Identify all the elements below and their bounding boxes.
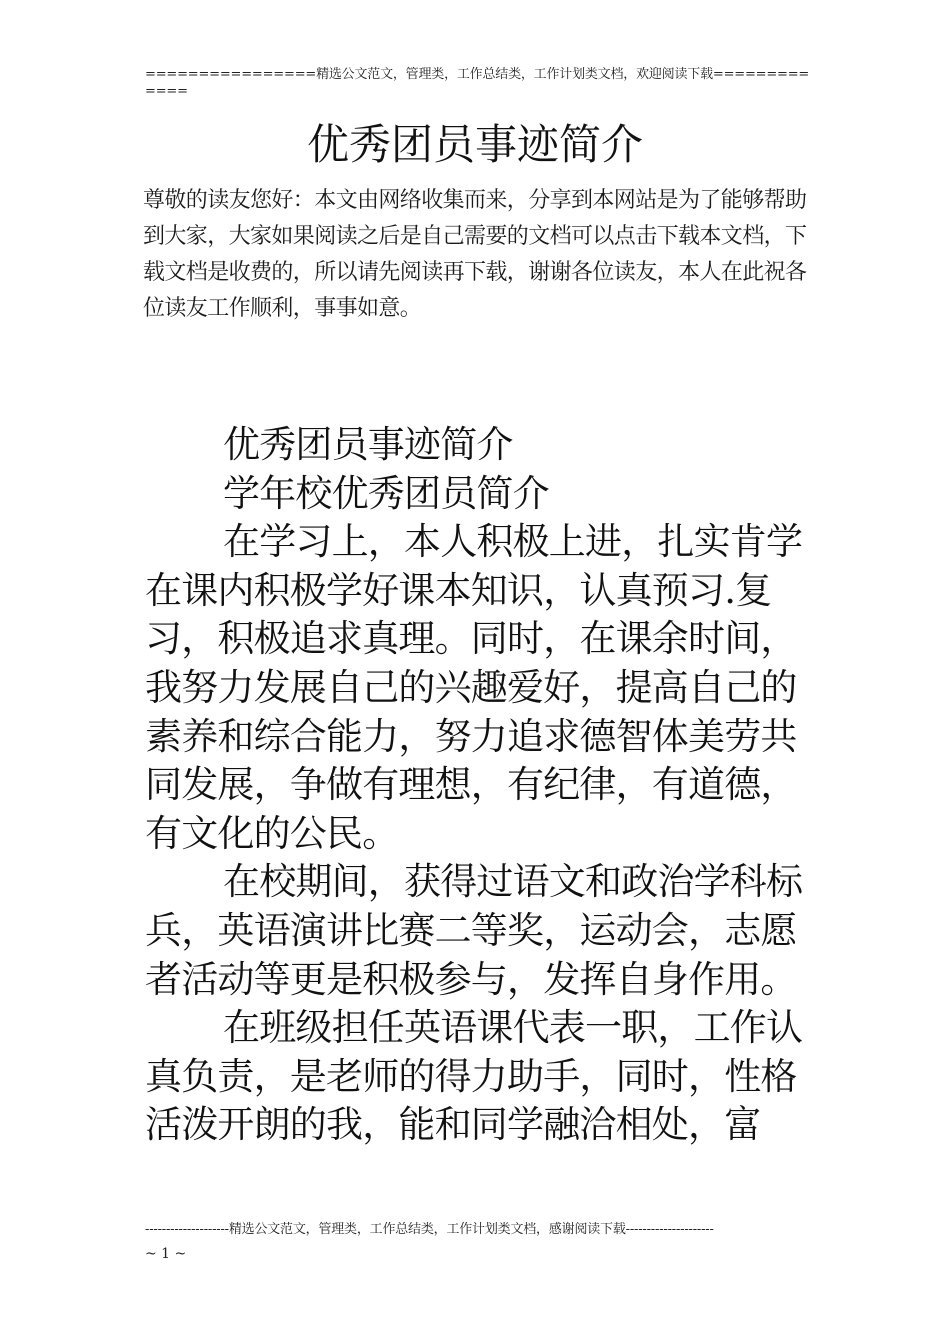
document-title: 优秀团员事迹简介 [306,120,643,169]
page-number: ~ 1 ~ [145,1246,187,1262]
paragraph-awards: 在校期间，获得过语文和政治学科标兵，英语演讲比赛二等奖，运动会，志愿者活动等更是积极参与，发挥自身作用。 [145,860,803,1001]
header-banner: ================精选公文范文，管理类，工作总结类，工作计划类文档，欢迎阅读下载============= [145,67,810,99]
paragraph-class-role: 在班级担任英语课代表一职，工作认真负责，是老师的得力助手，同时，性格活泼开朗的我，能和同学融洽相处，富 [145,1006,803,1147]
paragraph-study: 在学习上，本人积极上进，扎实肯学在课内积极学好课本知识，认真预习.复习，积极追求真理。同时，在课余时间，我努力发展自己的兴趣爱好，提高自己的素养和综合能力，努力追求德智体美劳共同发展，争做有理想，有纪律，有道德，有文化的公民。 [145,520,803,855]
body-heading: 优秀团员事迹简介 [223,423,513,466]
footer-banner: --------------------精选公文范文，管理类，工作总结类，工作计划类文档，感谢阅读下载--------------------- [145,1222,714,1237]
document-body [145,421,810,1150]
body-subheading: 学年校优秀团员简介 [223,471,549,515]
reader-notice: 尊敬的读友您好：本文由网络收集而来，分享到本网站是为了能够帮助到大家，大家如果阅读之后是自己需要的文档可以点击下载本文档，下载文档是收费的，所以请先阅读再下载，谢谢各位读友，本人在此祝各位读友工作顺利，事事如意。 [143,188,807,321]
